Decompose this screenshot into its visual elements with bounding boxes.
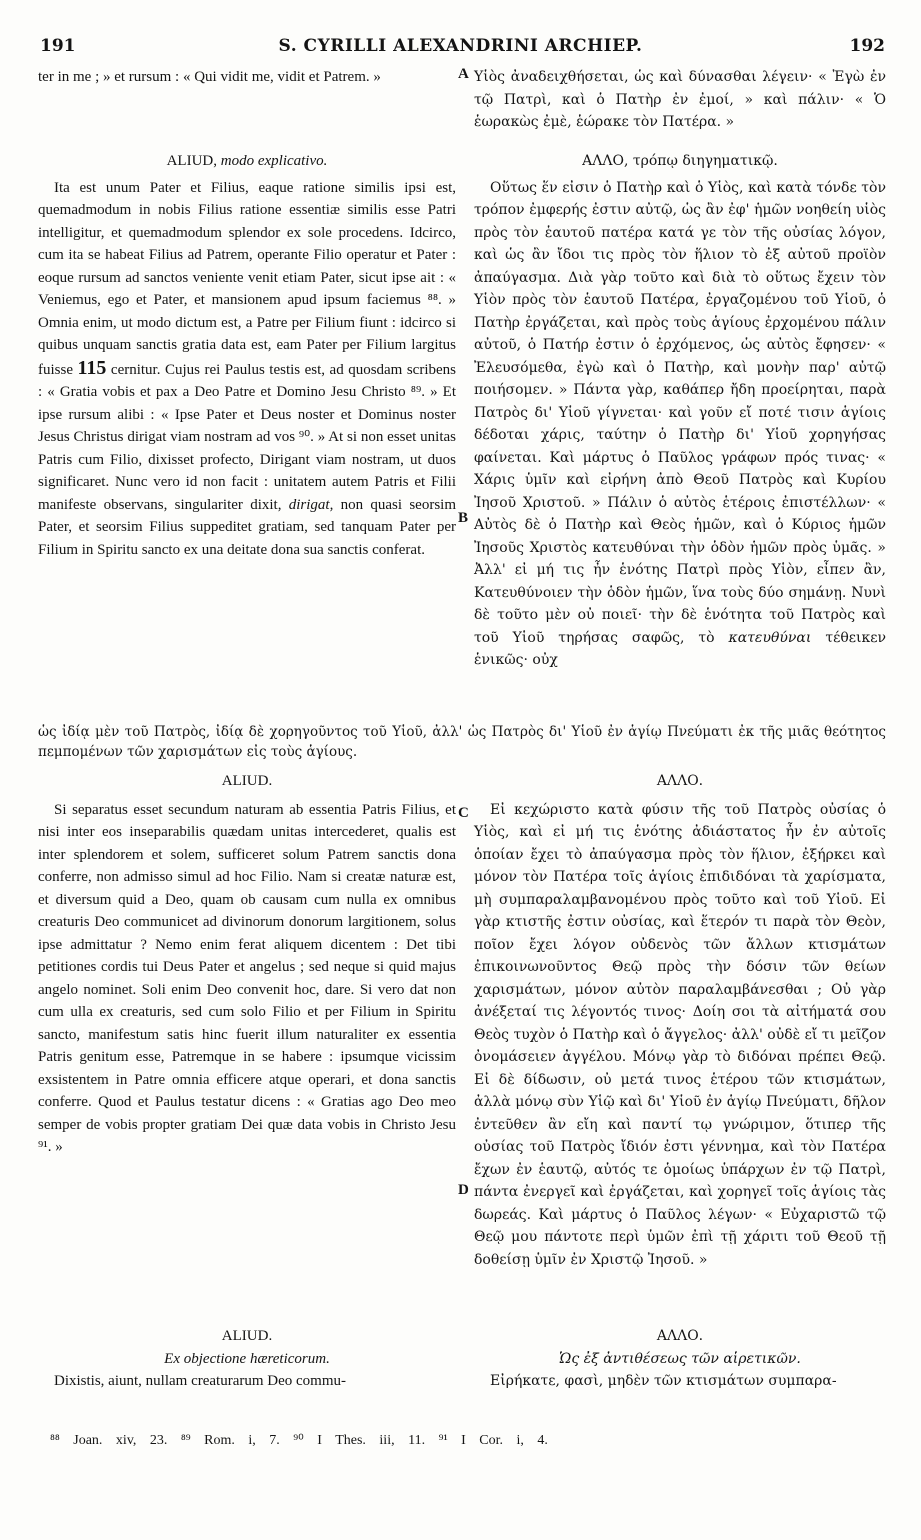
margin-marker-b: B <box>458 510 469 526</box>
running-title: S. CYRILLI ALEXANDRINI ARCHIEP. <box>278 36 643 56</box>
greek-heading-allo-3: ΑΛΛΟ. <box>656 1328 704 1344</box>
latin-text-2: cernitur. Cujus rei Paulus testis est, ad quosdam scribens : « Gratia vobis et pax a Deo Patre et Domino Jesu Christo ⁸⁹. » Et ipse rursum alibi : « Ipse Pater et Deus noster et Dominus noster Jesus Christus dirigat viam nostram ad vos ⁹⁰. » At si non esset unitas Patris cum Filio, dixisset profecto, Dirigant viam nostram, ut duos significaret. Nunc vero id non facit : unitatem autem Patris et Filii manifeste observans, singulariter dixit, <box>38 361 456 513</box>
latin-lead-text: ter in me ; » et rursum : « Qui vidit me, vidit et Patrem. » <box>38 69 381 85</box>
margin-marker-a: A <box>458 66 469 82</box>
greek-section-allo-2 <box>474 770 886 1271</box>
latin-heading-aliud-2: ALIUD. <box>221 773 273 789</box>
greek-section-explicativo <box>474 150 886 672</box>
greek-emphasis: κατευθύναι <box>728 629 812 646</box>
greek-paragraph-1 <box>474 177 886 672</box>
latin-text-1: Ita est unum Pater et Filius, eaque ratione similis ipsi est, quemadmodum in nobis Filius ratione essentiæ similis esse Patri intelligitur, et quemadmodum splendor ex sole procedens. Idcirco, cum ita se habeat Filius ad Patrem, operante Filio operatur et Pater : eoque rursum ad sanctos veniente venit etiam Pater, sicut ipse ait : « Veniemus, ego et Pater, et mansionem apud ipsum faciemus ⁸⁸. » Omnia enim, ut modo dictum est, a Patre per Filium fiunt : idcirco si quibus unquam sanctis gratia data est, eam Pater per Filium largitus fuisse <box>38 179 456 378</box>
latin-text-3: non quasi seorsim Pater, et seorsim Filius suppeditet gratiam, sed tanquam Pater per Filium in Spiritu sancto ex una deitate dona sua sanctis conferat. <box>38 496 456 558</box>
footnote-90: ⁹⁰ I Thes. iii, 11. <box>293 1433 426 1448</box>
footnotes <box>50 1432 548 1449</box>
latin-paragraph-2: Si separatus esset secundum naturam ab essentia Patris Filius, et nisi inter eos inseparabilis quædam unitas intercederet, qualis est inter splendorem et solem, sufficeret solum Patrem sanctis dona conferre, non admisso simul ad hoc Filio. Nam si creatæ naturæ est, et diversum quid a Deo, quam ob causam cum nulla ex omnibus creaturis Deo communicet ad divinorum donorum largitionem, solus ipse admittatur ? Nemo enim ferat aliquem dicentem : Det tibi petitiones cordis tui Deus Pater et angelus ; sed neque si quid majus angelo nominet. Soli enim Deo convenit hoc, dare. Si vero dat non cum ulla ex creaturis, sed cum solo Filio et per Filium in Spiritu sancto, manifestum satis hinc fuerit illum naturaliter ex essentia Patris genitum esse, Patremque in se habere : ipsumque vicissim exsistentem in Patre omnia efficere atque operari, et dona sanctis conferre. Quod et Paulus testatur dicens : « Gratias ago Deo meo semper de vobis propter gratiam Dei quæ data vobis in Christo Jesu ⁹¹. » <box>38 801 456 1155</box>
greek-paragraph-2: Εἰ κεχώριστο κατὰ φύσιν τῆς τοῦ Πατρὸς οὐσίας ὁ Υἱὸς, καὶ εἰ μή τις ἑνότης ἀδιάστατος ἦν ἐν αὐτοῖς ὁποίαν ἔχει τὸ ἀπαύγασμα πρὸς τὸν ἥλιον, ἐξήρκει καὶ μόνον τὸν Πατέρα τοῖς ἁγίοις ἐπιδιδόναι τὰ χαρίσματα, μὴ συμπαραλαμβανομένου πρὸς τοῦτο καὶ τοῦ Υἱοῦ. Εἰ γὰρ κτιστῆς ἐστιν οὐσίας, καὶ ἕτερόν τι παρὰ τὸν Θεὸν, ποῖον ἔχει λόγον οὐδενὸς τῶν ἄλλων κτισμάτων ἐπικοινωνοῦντος Θεῷ πρὸς τὴν δόσιν τῶν θείων χαρισμάτων, μόνον αὐτὸν παραλαμβάνεσθαι ; Οὐ γὰρ ἀνέξεταί τις λέγοντός τινος· Δοίη σοι τὰ αἰτήματά σου Θεὸς τυχὸν ὁ Πατὴρ καὶ ὁ ἄγγελος· ἀλλ' οὐδὲ εἴ τι μεῖζον ὀνομάσειεν ἀγγέλου. Μόνῳ γὰρ τὸ διδόναι πρέπει Θεῷ. Εἰ δὲ δίδωσιν, οὐ μετά τινος ἑτέρου τῶν κτισμάτων, ἀλλὰ μόνῳ σὺν Υἱῷ καὶ δι' Υἱοῦ ἐν ἁγίῳ Πνεύματι, δῆλον ἐντεῦθεν ἂν εἴη καὶ παντί τῳ γνώριμον, ὅτιπερ τῆς οὐσίας τοῦ Πατρὸς ἴδιόν ἐστι γέννημα, καὶ τὸν Πατέρα ἔχων ἐν ἑαυτῷ, αὐτός τε ὁμοίως ὑπάρχων ἐν τῷ Πατρὶ, πάντα ἐνεργεῖ καὶ ἐργάζεται, καὶ χορηγεῖ τοῖς ἁγίοις τὰς δωρεάς. Καὶ μάρτυς ὁ Παῦλος λέγων· « Εὐχαριστῶ τῷ Θεῷ μου πάντοτε περὶ ὑμῶν ἐπὶ τῇ χάριτι τοῦ Θεοῦ τῇ δοθείσῃ ὑμῖν ἐν Χριστῷ Ἰησοῦ. » <box>474 801 886 1268</box>
greek-lead <box>474 66 886 134</box>
latin-heading-aliud-1 <box>38 150 456 173</box>
footnote-88: ⁸⁸ Joan. xiv, 23. <box>50 1433 168 1448</box>
margin-marker-c: C <box>458 805 469 821</box>
latin-paragraph-3: Dixistis, aiunt, nullam creaturarum Deo commu- <box>54 1373 347 1389</box>
greek-full-width-line: ὡς ἰδίᾳ μὲν τοῦ Πατρὸς, ἰδίᾳ δὲ χορηγοῦντος τοῦ Υἱοῦ, ἀλλ' ὡς Πατρὸς δι' Υἱοῦ ἐν ἁγίῳ Πνεύματι ἐκ τῆς μιᾶς θεότητος πεμπομένων τῶν χαρισμάτων εἰς τοὺς ἁγίους. <box>38 724 886 760</box>
latin-section-objectione <box>38 1325 456 1393</box>
latin-subheading-objectione: Ex objectione hæreticorum. <box>164 1350 330 1367</box>
page-number-right: 192 <box>849 36 885 56</box>
latin-heading-aliud-3: ALIUD. <box>221 1328 273 1344</box>
footnote-91: ⁹¹ I Cor. i, 4. <box>438 1433 548 1448</box>
latin-heading-word: ALIUD, <box>166 153 217 169</box>
greek-text-1: Οὕτως ἕν εἰσιν ὁ Πατὴρ καὶ ὁ Υἱὸς, καὶ κατὰ τόνδε τὸν τρόπον ἐμφερής ἐστιν αὐτῷ, ὡς ἂν ἐφ' ἡμῶν νοηθείη υἱὸς πρὸς τὸν ἑαυτοῦ πατέρα κατά γε τὸν τῆς οὐσίας λόγον, καὶ ὡς ἂν ἴδοι τις πρὸς τὸν ἥλιον τὸ ἐξ αὐτοῦ προϊὸν ἀπαύγασμα. Διὰ γὰρ τοῦτο καὶ διὰ τὸ οὕτως ἔχειν τὸν Υἱὸν πρὸς τὸν ἑαυτοῦ Πατέρα, ἐργαζομένου τοῦ Υἱοῦ, ὁ Πατὴρ ἐργάζεται, καὶ πρὸς τοὺς ἁγίους ἐρχομένου πάλιν αὐτοῦ, ὁ Πατήρ ἐστιν ὁ ἐρχόμενος, ὡς αὐτὸς ἔφησεν· « Ἐλευσόμεθα, ἐγὼ καὶ ὁ Πατὴρ, καὶ μονὴν παρ' αὐτῷ ποιήσομεν. » Πάντα γὰρ, καθάπερ ἤδη προείρηται, παρὰ Πατρὸς δι' Υἱοῦ γίγνεται· καὶ γοῦν εἴ ποτέ τισιν ἁγίοις δέδοται χάρις, ταύτην ὁ Πατὴρ δι' Υἱοῦ χορηγήσας φαίνεται. Καὶ μάρτυς ὁ Παῦλος γράφων πρός τινας· « Χάρις ὑμῖν καὶ εἰρήνη ἀπὸ Θεοῦ Πατρὸς καὶ Κυρίου Ἰησοῦ Χριστοῦ. » Πάλιν ὁ αὐτὸς ἑτέροις ἐπιστέλλων· « Αὐτὸς δὲ ὁ Πατὴρ καὶ Θεὸς ἡμῶν, καὶ ὁ Κύριος ἡμῶν Ἰησοῦς Χριστὸς κατευθύναι τὴν ὁδὸν ἡμῶν πρὸς ὑμᾶς. » Ἀλλ' εἰ μή τις ἦν ἑνότης Πατρὶ πρὸς Υἱὸν, εἶπεν ἂν, Κατευθύνοιεν τὴν ὁδὸν ἡμῶν, ἵνα τοὺς δύο σημάνῃ. Νυνὶ δὲ τοῦτο μὲν οὐ ποιεῖ· τὴν δὲ ἑνότητα τοῦ Πατρὸς καὶ τοῦ Υἱοῦ τηρήσας σαφῶς, τὸ <box>474 179 886 646</box>
column-number-115: 115 <box>77 356 107 379</box>
latin-heading-italic: modo explicativo. <box>220 153 328 169</box>
footnote-89: ⁸⁹ Rom. i, 7. <box>180 1433 280 1448</box>
margin-marker-d: D <box>458 1182 469 1198</box>
latin-paragraph-1 <box>38 177 456 562</box>
latin-section-aliud-2 <box>38 770 456 1159</box>
greek-heading-allo-2: ΑΛΛΟ. <box>656 773 704 789</box>
page-number-left: 191 <box>40 36 76 56</box>
latin-lead <box>38 66 456 89</box>
greek-heading-allo-1: ΑΛΛΟ, τρόπῳ διηγηματικῷ. <box>582 153 778 169</box>
greek-section-antitheseos <box>474 1325 886 1393</box>
latin-section-explicativo <box>38 150 456 561</box>
latin-emphasis: dirigat, <box>288 496 334 513</box>
greek-lead-text: Υἱὸς ἀναδειχθήσεται, ὡς καὶ δύνασθαι λέγειν· « Ἐγὼ ἐν τῷ Πατρὶ, καὶ ὁ Πατὴρ ἐν ἐμοί, » καὶ πάλιν· « Ὁ ἑωρακὼς ἐμὲ, ἑώρακε τὸν Πατέρα. » <box>474 69 886 130</box>
greek-text-2: τέθεικεν ἑνικῶς· οὐχ <box>474 629 887 668</box>
greek-paragraph-3: Εἰρήκατε, φασὶ, μηδὲν τῶν κτισμάτων συμπαρα- <box>490 1373 837 1389</box>
greek-subheading-antitheseos: Ὡς ἐξ ἀντιθέσεως τῶν αἱρετικῶν. <box>559 1350 801 1367</box>
